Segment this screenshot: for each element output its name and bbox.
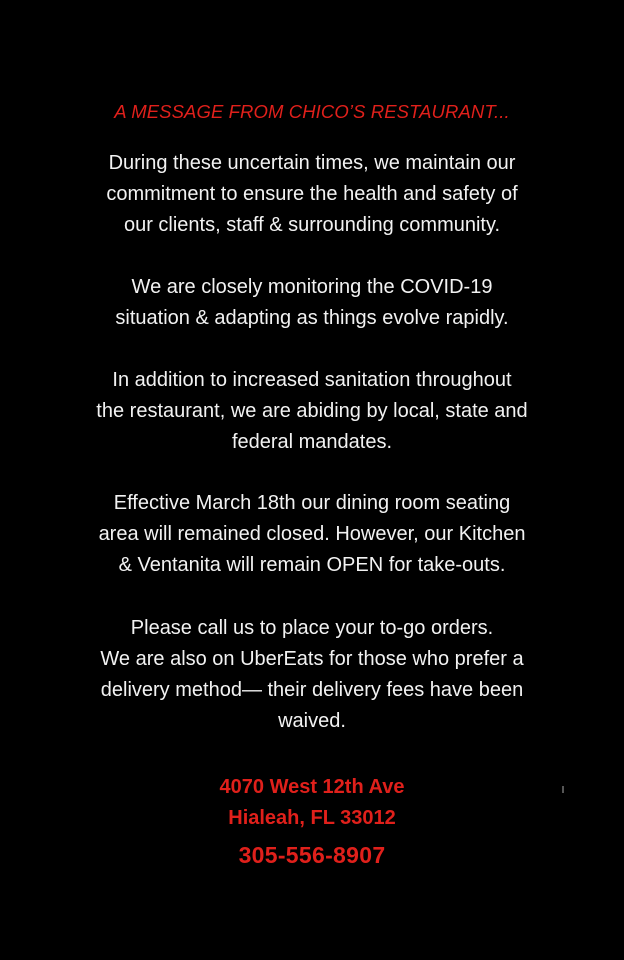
paragraph-closure	[0, 488, 624, 581]
phone-number: 305-556-8907	[238, 842, 386, 868]
paragraph-line: federal mandates.	[231, 431, 393, 453]
paragraph-line: & Ventanita will remain OPEN for take-outs.	[118, 554, 506, 576]
paragraph-line: During these uncertain times, we maintain our	[108, 152, 516, 174]
paragraph-sanitation	[0, 365, 624, 458]
paragraph-line: our clients, staff & surrounding community.	[123, 214, 501, 236]
paragraph-line: the restaurant, we are abiding by local, state and	[96, 400, 528, 422]
address-street: 4070 West 12th Ave	[219, 776, 405, 798]
paragraph-commitment	[0, 148, 624, 241]
paragraph-monitoring	[0, 272, 624, 334]
paragraph-line: We are also on UberEats for those who prefer a	[100, 648, 524, 670]
paragraph-line: Please call us to place your to-go orders.	[130, 617, 494, 639]
paragraph-line: We are closely monitoring the COVID-19	[131, 276, 493, 298]
paragraph-line: delivery method— their delivery fees have been	[100, 679, 524, 701]
paragraph-line: area will remained closed. However, our Kitchen	[98, 523, 526, 545]
paragraph-orders	[0, 613, 624, 737]
paragraph-line: situation & adapting as things evolve rapidly.	[115, 307, 509, 329]
paragraph-line: In addition to increased sanitation throughout	[112, 369, 512, 391]
paragraph-line: waived.	[278, 710, 346, 732]
image-artifact	[562, 786, 564, 793]
address-city: Hialeah, FL 33012	[228, 807, 396, 829]
paragraph-line: Effective March 18th our dining room seating	[113, 492, 511, 514]
headline: A MESSAGE FROM CHICO’S RESTAURANT...	[114, 101, 510, 122]
paragraph-line: commitment to ensure the health and safety of	[106, 183, 518, 205]
